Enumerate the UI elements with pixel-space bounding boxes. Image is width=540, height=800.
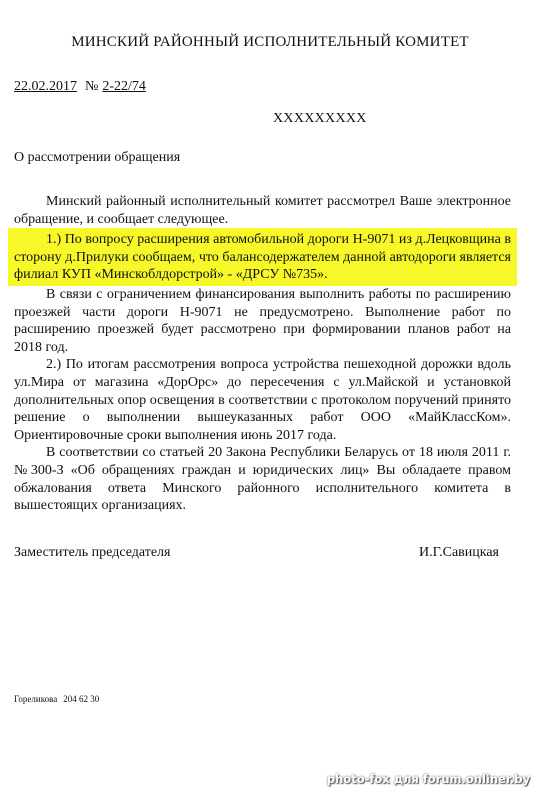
executor-line	[14, 694, 99, 704]
document-date: 22.02.2017	[14, 79, 77, 94]
letter-body	[14, 193, 511, 515]
date-number-line	[14, 79, 146, 95]
watermark: photo-fox для forum.onliner.by	[326, 772, 530, 786]
number-sign: №	[85, 79, 99, 94]
subject-line: О рассмотрении обращения	[14, 150, 181, 165]
paragraph-intro: Минский районный исполнительный комитет рассмотрел Ваше электронное обращение, и сообщает следующее.	[14, 194, 511, 227]
executor-name: Гореликова	[14, 694, 58, 704]
paragraph-sidewalk: 2.) По итогам рассмотрения вопроса устройства пешеходной дорожки вдоль ул.Мира от магазина «ДорОрс» до пересечения с ул.Майской и установкой дополнительных опор освещения в соответствии с протоколом поручений принято решение о выполнении вышеуказанных работ ООО «МайКлассКом». Ориентировочные сроки выполнения июнь 2017 года.	[14, 357, 511, 443]
paragraph-appeal-rights: В соответствии со статьей 20 Закона Республики Беларусь от 18 июля 2011 г. №300-З «Об обращениях граждан и юридических лиц» Вы обладаете правом обжалования ответа Минского районного исполнительного комитета в вышестоящих организациях.	[14, 445, 511, 514]
signer-title: Заместитель председателя	[14, 545, 171, 560]
signer-name: И.Г.Савицкая	[418, 545, 499, 560]
addressee: XXXXXXXXX	[273, 111, 367, 126]
paragraph-highlighted: 1.) По вопросу расширения автомобильной дороги Н-9071 из д.Лецковщина в сторону д.Прилуки сообщаем, что балансодержателем данной автодороги является филиал КУП «Минскоблдорстрой» - «ДРСУ №735».	[8, 228, 517, 286]
paragraph-financing: В связи с ограничением финансирования выполнить работы по расширению проезжей части дороги Н-9071 не предусмотрено. Выполнение работ по расширению проезжей будет рассмотрено при формировании планов работ на 2018 год.	[14, 286, 511, 355]
executor-phone: 204 62 30	[63, 694, 100, 704]
document-number: 2-22/74	[102, 79, 146, 94]
organization-header: МИНСКИЙ РАЙОННЫЙ ИСПОЛНИТЕЛЬНЫЙ КОМИТЕТ	[71, 34, 469, 50]
